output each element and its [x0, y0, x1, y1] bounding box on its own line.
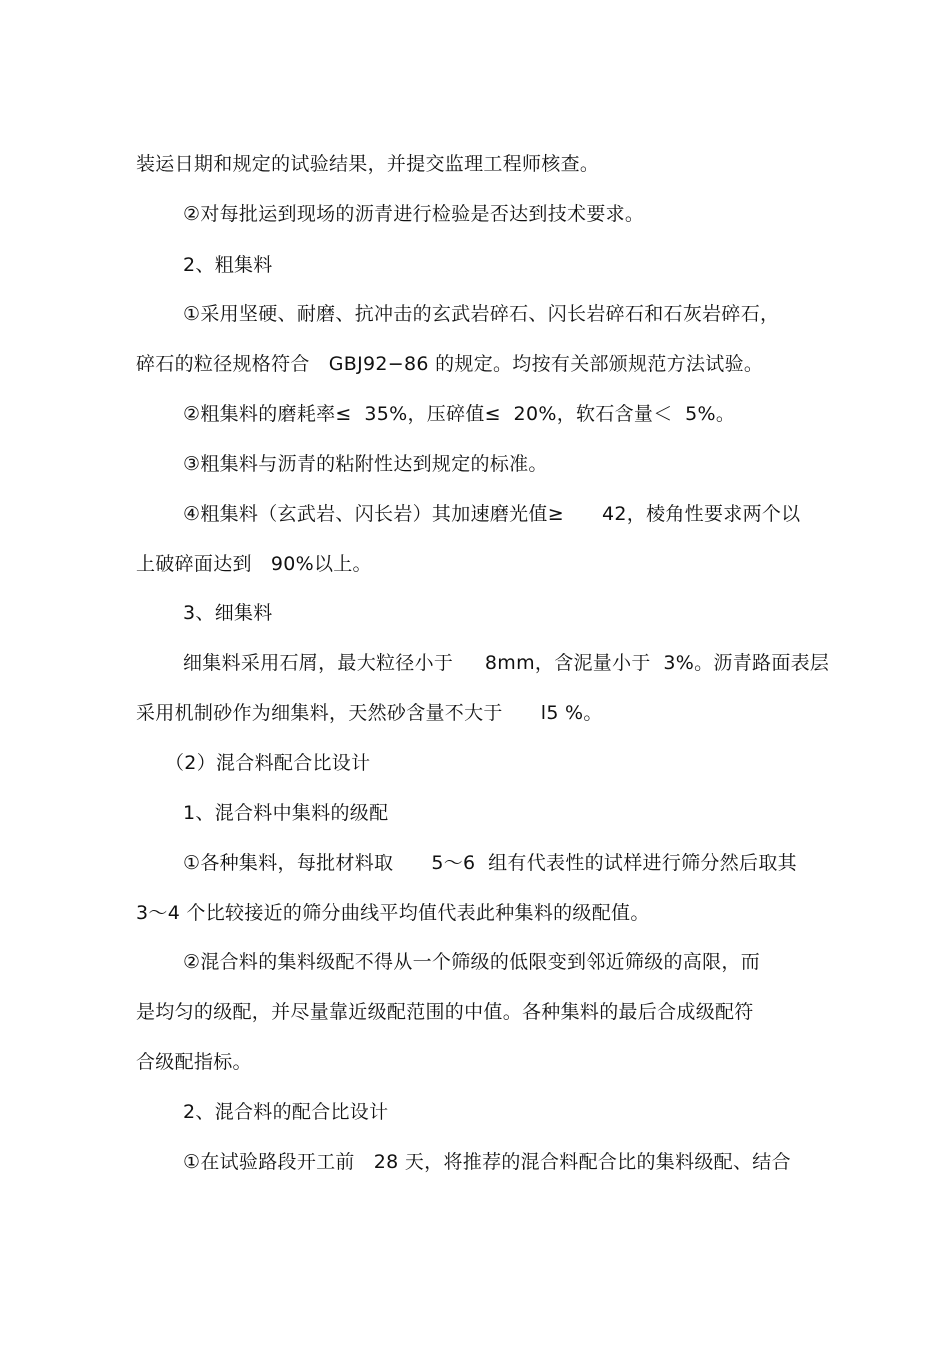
section-heading: 1、混合料中集料的级配 — [183, 802, 389, 824]
paragraph-line: ①在试验路段开工前 28 天，将推荐的混合料配合比的集料级配、结合 — [183, 1151, 791, 1173]
paragraph-line: 3～4 个比较接近的筛分曲线平均值代表此种集料的级配值。 — [136, 902, 650, 924]
section-heading: （2）混合料配合比设计 — [165, 752, 371, 774]
paragraph-line: 合级配指标。 — [136, 1051, 252, 1073]
section-heading: 2、混合料的配合比设计 — [183, 1101, 389, 1123]
section-heading: 2、粗集料 — [183, 254, 273, 276]
paragraph-line: ①采用坚硬、耐磨、抗冲击的玄武岩碎石、闪长岩碎石和石灰岩碎石， — [183, 303, 780, 325]
paragraph-line: ③粗集料与沥青的粘附性达到规定的标准。 — [183, 453, 548, 475]
paragraph-line: ④粗集料（玄武岩、闪长岩）其加速磨光值≥ 42，棱角性要求两个以 — [183, 503, 801, 525]
paragraph-line: 碎石的粒径规格符合 GBJ92−86 的规定。均按有关部颁规范方法试验。 — [136, 353, 764, 375]
paragraph-line: 装运日期和规定的试验结果，并提交监理工程师核查。 — [136, 153, 600, 175]
paragraph-line: ②粗集料的磨耗率≤ 35%，压碎值≤ 20%，软石含量＜ 5%。 — [183, 403, 736, 425]
section-heading: 3、细集料 — [183, 602, 273, 624]
paragraph-line: 细集料采用石屑，最大粒径小于 8mm，含泥量小于 3%。沥青路面表层 — [183, 652, 830, 674]
paragraph-line: 上破碎面达到 90%以上。 — [136, 553, 372, 575]
paragraph-line: 采用机制砂作为细集料，天然砂含量不大于 l5 %。 — [136, 702, 603, 724]
paragraph-line: ②对每批运到现场的沥青进行检验是否达到技术要求。 — [183, 203, 645, 225]
paragraph-line: 是均匀的级配，并尽量靠近级配范围的中值。各种集料的最后合成级配符 — [136, 1001, 754, 1023]
paragraph-line: ①各种集料，每批材料取 5～6 组有代表性的试样进行筛分然后取其 — [183, 852, 797, 874]
paragraph-line: ②混合料的集料级配不得从一个筛级的低限变到邻近筛级的高限，而 — [183, 951, 761, 973]
